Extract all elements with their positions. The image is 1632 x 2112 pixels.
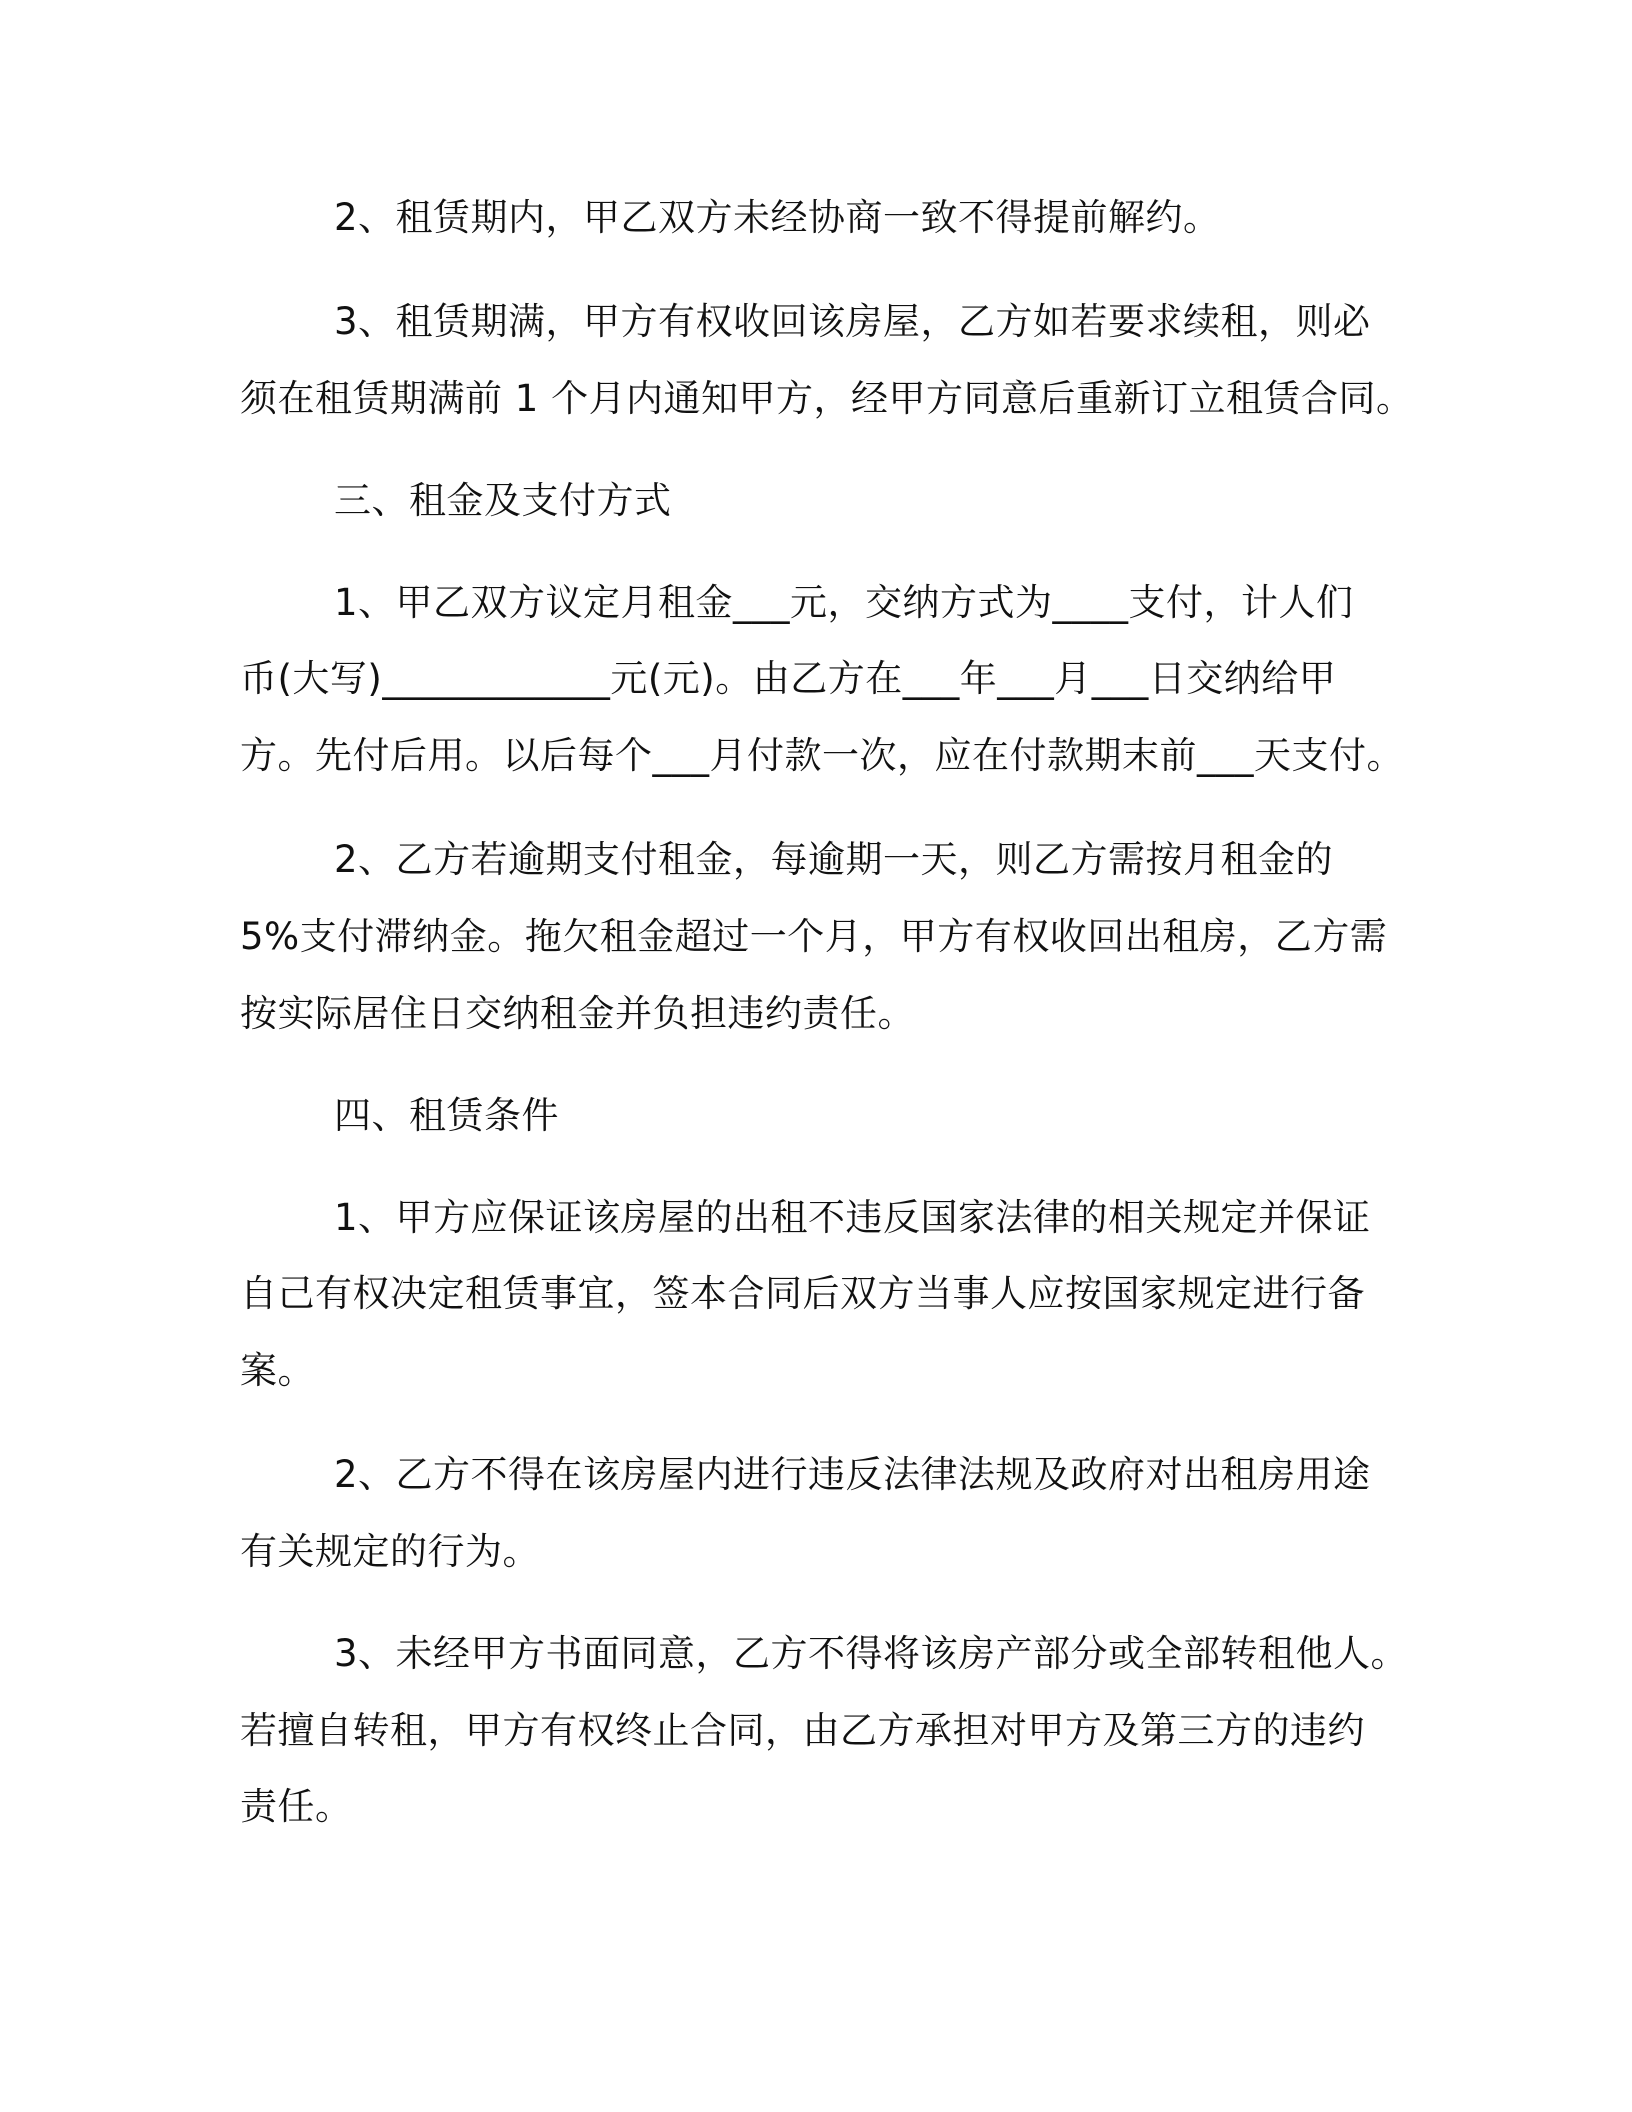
text-line: 5%支付滞纳金。拖欠租金超过一个月，甲方有权收回出租房，乙方需 <box>240 915 1388 958</box>
text-line: 1、甲乙双方议定月租金___元，交纳方式为____支付，计人们 <box>334 581 1354 624</box>
text-line: 1、甲方应保证该房屋的出租不违反国家法律的相关规定并保证 <box>334 1196 1371 1239</box>
text-line: 2、乙方若逾期支付租金，每逾期一天，则乙方需按月租金的 <box>334 838 1334 881</box>
text-line: 3、租赁期满，甲方有权收回该房屋，乙方如若要求续租，则必 <box>334 300 1371 343</box>
text-line: 有关规定的行为。 <box>240 1530 540 1573</box>
text-line: 2、乙方不得在该房屋内进行违反法律法规及政府对出租房用途 <box>334 1453 1371 1496</box>
text-line: 自己有权决定租赁事宜，签本合同后双方当事人应按国家规定进行备 <box>240 1272 1365 1315</box>
text-line: 3、未经甲方书面同意，乙方不得将该房产部分或全部转租他人。 <box>334 1632 1409 1675</box>
text-line: 若擅自转租，甲方有权终止合同，由乙方承担对甲方及第三方的违约 <box>240 1709 1365 1752</box>
text-line: 须在租赁期满前 1 个月内通知甲方，经甲方同意后重新订立租赁合同。 <box>240 377 1414 420</box>
text-line: 责任。 <box>240 1785 353 1828</box>
section-heading: 四、租赁条件 <box>334 1094 559 1137</box>
text-line: 2、租赁期内，甲乙双方未经协商一致不得提前解约。 <box>334 196 1221 239</box>
text-line: 案。 <box>240 1349 315 1392</box>
text-line: 按实际居住日交纳租金并负担违约责任。 <box>240 992 915 1035</box>
text-line: 币(大写)____________元(元)。由乙方在___年___月___日交纳给甲 <box>240 657 1337 700</box>
section-heading: 三、租金及支付方式 <box>334 479 672 522</box>
text-line: 方。先付后用。以后每个___月付款一次，应在付款期末前___天支付。 <box>240 734 1404 777</box>
